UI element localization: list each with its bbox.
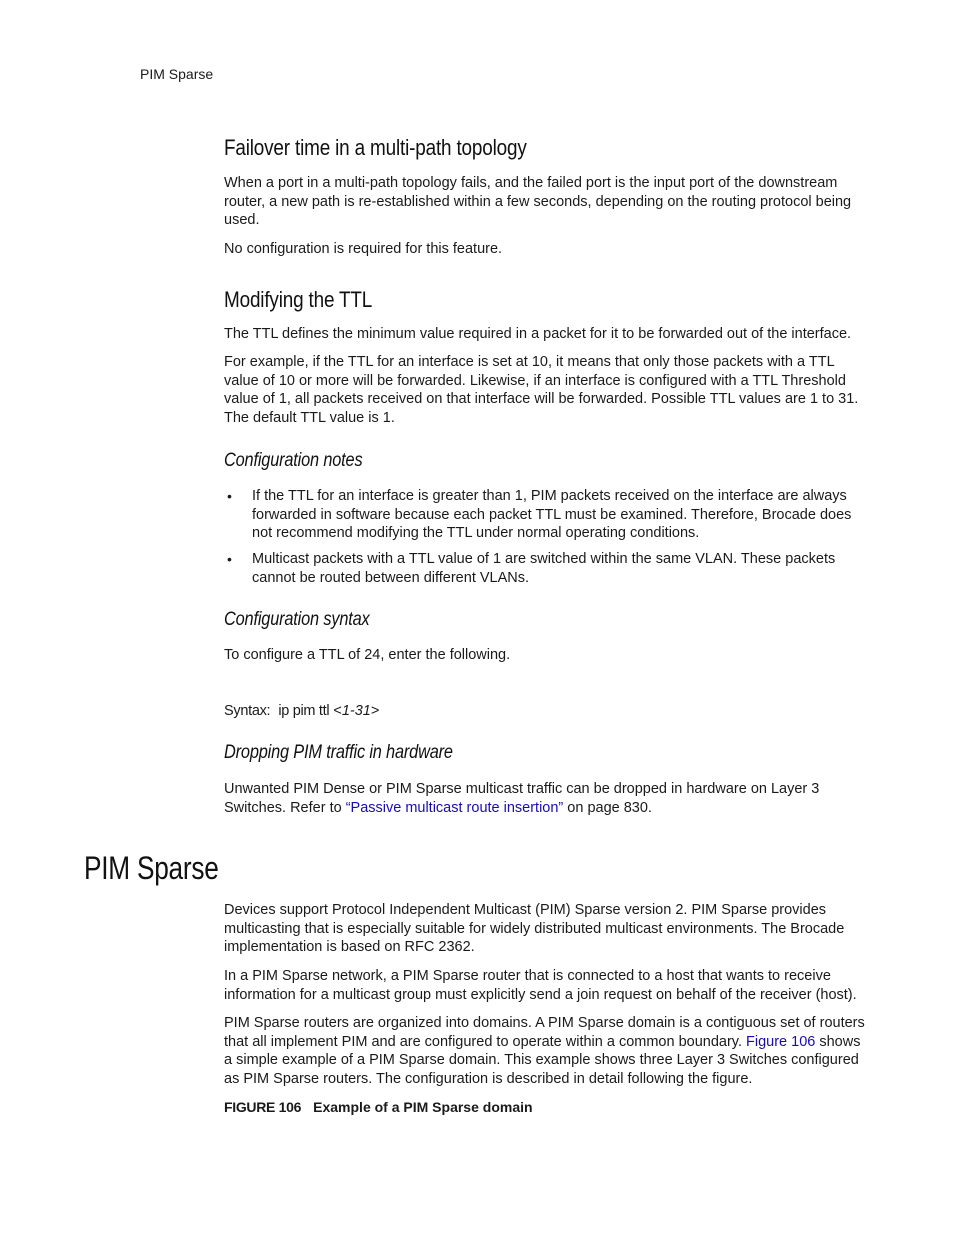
bullet-icon: •: [227, 551, 232, 567]
syntax-argument: <1-31>: [333, 703, 380, 719]
syntax-label: Syntax:: [224, 703, 271, 719]
syntax-line: [224, 702, 379, 721]
figure-title: Example of a PIM Sparse domain: [313, 1099, 533, 1115]
ttl-paragraph-2: For example, if the TTL for an interface is set at 10, it means that only those packets with a TTL value of 10 or more will be forwarded. Likewise, if an interface is configured with a TTL Threshold value of 1, all packets received on that interface will be forwarded. Possible TTL values are 1 to 31. The default TTL value is 1.: [224, 354, 859, 426]
subheading-configuration-syntax: Configuration syntax: [224, 609, 370, 630]
section-heading-failover: Failover time in a multi-path topology: [224, 135, 527, 160]
bullet-icon: •: [227, 488, 232, 504]
section-heading-ttl: Modifying the TTL: [224, 287, 373, 312]
running-head: PIM Sparse: [140, 66, 214, 82]
failover-paragraph-1: When a port in a multi-path topology fails, and the failed port is the input port of the downstream router, a new path is re-established within a few seconds, depending on the routing protocol being used.: [224, 175, 852, 229]
passive-multicast-route-link[interactable]: “Passive multicast route insertion”: [345, 799, 564, 816]
config-syntax-paragraph: To configure a TTL of 24, enter the following.: [224, 647, 511, 663]
subheading-configuration-notes: Configuration notes: [224, 450, 363, 471]
dropping-paragraph: Unwanted PIM Dense or PIM Sparse multicast traffic can be dropped in hardware on Layer 3 Switches. Refer to “Passive multicast route insertion” on page 830.: [224, 781, 820, 816]
pim-sparse-paragraph-1: Devices support Protocol Independent Multicast (PIM) Sparse version 2. PIM Sparse provides multicasting that is especially suitable for widely distributed multicast environments. The Brocade implementation is based on RFC 2362.: [224, 902, 845, 956]
ttl-paragraph-1: The TTL defines the minimum value required in a packet for it to be forwarded out of the interface.: [224, 326, 852, 342]
subheading-dropping-pim-traffic: Dropping PIM traffic in hardware: [224, 742, 453, 763]
figure-caption: [224, 1098, 533, 1116]
figure-106-link[interactable]: Figure 106: [746, 1033, 816, 1050]
bullet-item-1: If the TTL for an interface is greater than 1, PIM packets received on the interface are always forwarded in software because each packet TTL must be examined. Therefore, Brocade does not recommend modifying the TTL under normal operating conditions.: [252, 488, 852, 542]
failover-paragraph-2: No configuration is required for this feature.: [224, 241, 503, 257]
chapter-heading-pim-sparse: PIM Sparse: [84, 850, 219, 886]
figure-number: FIGURE 106: [224, 1099, 302, 1115]
bullet-item-2: Multicast packets with a TTL value of 1 are switched within the same VLAN. These packets cannot be routed between different VLANs.: [252, 551, 836, 586]
pim-sparse-paragraph-2: In a PIM Sparse network, a PIM Sparse router that is connected to a host that wants to receive information for a multicast group must explicitly send a join request on behalf of the receiver (host).: [224, 968, 857, 1003]
pim-sparse-paragraph-3: PIM Sparse routers are organized into domains. A PIM Sparse domain is a contiguous set of routers that all implement PIM and are configured to operate within a common boundary. Figure 106 shows a simple example of a PIM Sparse domain. This example shows three Layer 3 Switches configured as PIM Sparse routers. The configuration is described in detail following the figure.: [224, 1015, 865, 1087]
syntax-command: ip pim ttl: [278, 703, 330, 719]
